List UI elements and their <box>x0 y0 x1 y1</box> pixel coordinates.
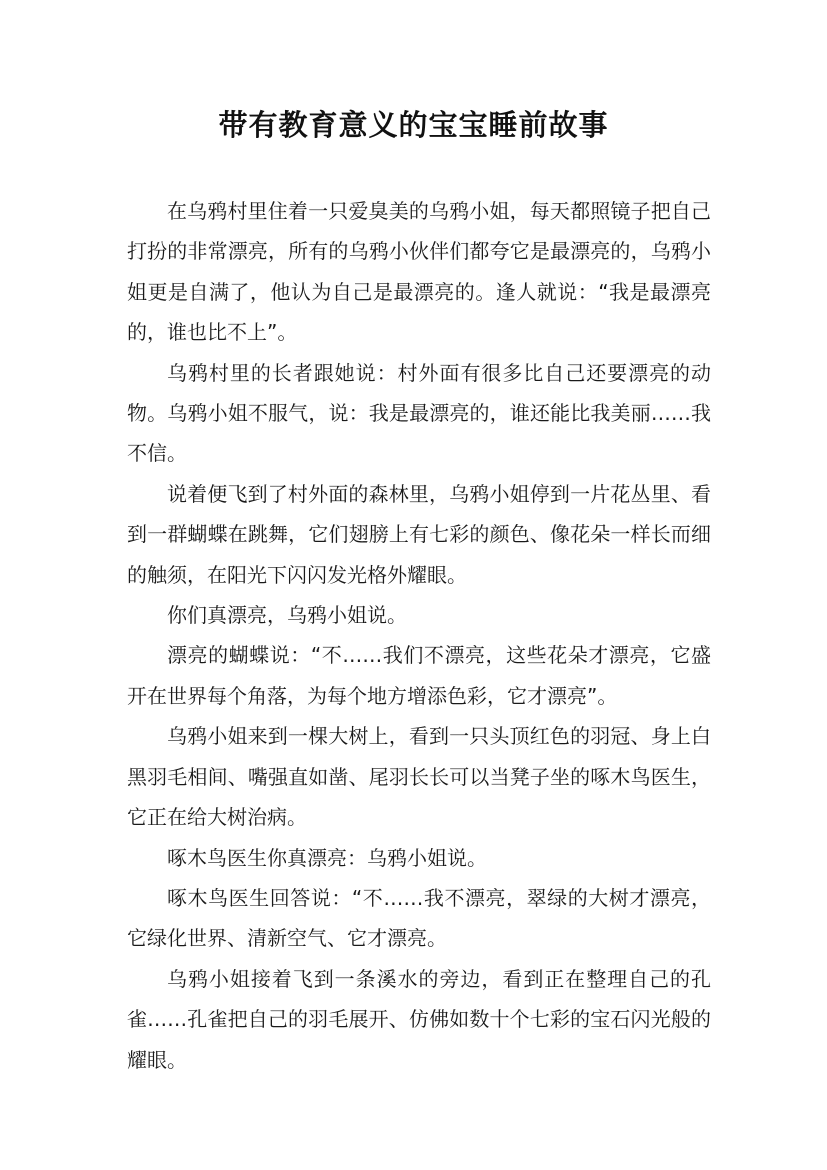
story-paragraph: 乌鸦小姐来到一棵大树上，看到一只头顶红色的羽冠、身上白黑羽毛相间、嘴强直如凿、尾羽长长可以当凳子坐的啄木鸟医生，它正在给大树治病。 <box>127 724 711 830</box>
story-paragraph: 啄木鸟医生回答说：“不……我不漂亮，翠绿的大树才漂亮，它绿化世界、清新空气、它才漂亮。 <box>127 885 711 951</box>
story-paragraph: 在乌鸦村里住着一只爱臭美的乌鸦小姐，每天都照镜子把自己打扮的非常漂亮，所有的乌鸦小伙伴们都夸它是最漂亮的，乌鸦小姐更是自满了，他认为自己是最漂亮的。逢人就说：“我是最漂亮的，谁也比不上”。 <box>127 199 711 345</box>
story-paragraph: 乌鸦村里的长者跟她说：村外面有很多比自己还要漂亮的动物。乌鸦小姐不服气，说：我是最漂亮的，谁还能比我美丽……我不信。 <box>127 360 711 466</box>
story-paragraph: 啄木鸟医生你真漂亮：乌鸦小姐说。 <box>167 845 487 870</box>
document-title: 带有教育意义的宝宝睡前故事 <box>218 108 609 142</box>
story-paragraph: 漂亮的蝴蝶说：“不……我们不漂亮，这些花朵才漂亮，它盛开在世界每个角落，为每个地方增添色彩，它才漂亮”。 <box>127 643 711 708</box>
story-paragraph: 乌鸦小姐接着飞到一条溪水的旁边，看到正在整理自己的孔雀……孔雀把自己的羽毛展开、仿佛如数十个七彩的宝石闪光般的耀眼。 <box>127 966 711 1072</box>
story-body <box>127 191 711 1080</box>
story-paragraph: 你们真漂亮，乌鸦小姐说。 <box>167 603 407 628</box>
story-paragraph: 说着便飞到了村外面的森林里，乌鸦小姐停到一片花丛里、看到一群蝴蝶在跳舞，它们翅膀上有七彩的颜色、像花朵一样长而细的触须，在阳光下闪闪发光格外耀眼。 <box>127 481 711 587</box>
